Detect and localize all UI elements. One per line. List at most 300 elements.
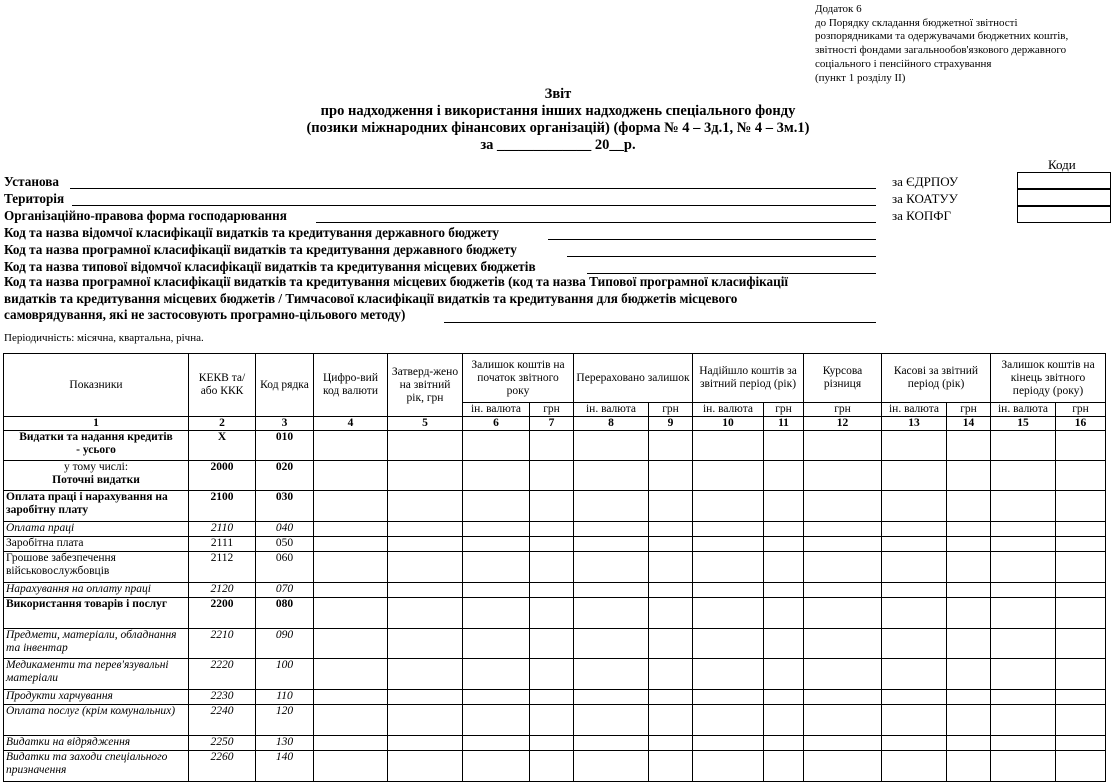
kopfg-label: за КОПФГ bbox=[892, 208, 952, 223]
data-cell[interactable] bbox=[649, 736, 693, 751]
data-cell[interactable] bbox=[764, 552, 804, 583]
row-code: 140 bbox=[256, 751, 314, 782]
header-approved: Затверд-жено на звітний рік, грн bbox=[388, 354, 463, 417]
row-indicator: Грошове забезпечення військовослужбовців bbox=[4, 552, 189, 583]
row-kekv: 2220 bbox=[189, 659, 256, 690]
row-indicator: Оплата праці bbox=[4, 522, 189, 537]
data-cell[interactable] bbox=[693, 583, 764, 598]
row-code: 020 bbox=[256, 461, 314, 491]
data-cell[interactable] bbox=[882, 583, 947, 598]
data-cell[interactable] bbox=[693, 461, 764, 491]
data-cell[interactable] bbox=[804, 736, 882, 751]
data-cell[interactable] bbox=[804, 659, 882, 690]
data-cell[interactable] bbox=[947, 583, 991, 598]
data-cell[interactable] bbox=[1056, 552, 1106, 583]
data-cell[interactable] bbox=[649, 598, 693, 629]
data-cell[interactable] bbox=[388, 431, 463, 461]
data-cell[interactable] bbox=[388, 659, 463, 690]
data-cell[interactable] bbox=[804, 461, 882, 491]
col-number: 10 bbox=[693, 417, 764, 431]
col-number: 6 bbox=[463, 417, 530, 431]
data-cell[interactable] bbox=[991, 690, 1056, 705]
data-cell[interactable] bbox=[804, 552, 882, 583]
data-cell[interactable] bbox=[530, 705, 574, 736]
row-indicator: Видатки на відрядження bbox=[4, 736, 189, 751]
sub-fx: ін. валюта bbox=[574, 403, 649, 417]
row-code: 030 bbox=[256, 491, 314, 522]
header-cash: Касові за звітний період (рік) bbox=[882, 354, 991, 403]
data-cell[interactable] bbox=[649, 552, 693, 583]
data-cell[interactable] bbox=[764, 598, 804, 629]
row-code: 130 bbox=[256, 736, 314, 751]
legal-form-label: Організаційно-правова форма господарювання bbox=[4, 208, 287, 223]
data-cell[interactable] bbox=[764, 736, 804, 751]
data-cell[interactable] bbox=[463, 736, 530, 751]
sub-uah: грн bbox=[1056, 403, 1106, 417]
data-cell[interactable] bbox=[991, 659, 1056, 690]
data-cell[interactable] bbox=[463, 491, 530, 522]
local-program-label-2: видатків та кредитування місцевих бюджетів / Тимчасової класифікації видатків та кредитування для бюджетів місцевого bbox=[4, 291, 738, 306]
row-indicator bbox=[4, 431, 189, 461]
data-cell[interactable] bbox=[314, 690, 388, 705]
table-row bbox=[4, 537, 1106, 552]
table-row bbox=[4, 522, 1106, 537]
data-cell[interactable] bbox=[388, 461, 463, 491]
data-cell[interactable] bbox=[649, 491, 693, 522]
data-cell[interactable] bbox=[764, 659, 804, 690]
row-kekv: 2100 bbox=[189, 491, 256, 522]
row-code: 080 bbox=[256, 598, 314, 629]
row-code: 050 bbox=[256, 537, 314, 552]
data-cell[interactable] bbox=[764, 522, 804, 537]
data-cell[interactable] bbox=[574, 690, 649, 705]
sub-fx: ін. валюта bbox=[991, 403, 1056, 417]
data-cell[interactable] bbox=[804, 705, 882, 736]
data-cell[interactable] bbox=[947, 736, 991, 751]
row-indicator: Оплата послуг (крім комунальних) bbox=[4, 705, 189, 736]
sub-uah: грн bbox=[530, 403, 574, 417]
data-cell[interactable] bbox=[574, 705, 649, 736]
row-kekv: 2111 bbox=[189, 537, 256, 552]
table-row bbox=[4, 705, 1106, 736]
title-line-2: про надходження і використання інших надходжень спеціального фонду bbox=[320, 103, 796, 119]
data-cell[interactable] bbox=[1056, 583, 1106, 598]
data-cell[interactable] bbox=[530, 751, 574, 782]
data-cell[interactable] bbox=[574, 583, 649, 598]
data-cell[interactable] bbox=[882, 491, 947, 522]
data-cell[interactable] bbox=[1056, 537, 1106, 552]
data-cell[interactable] bbox=[991, 705, 1056, 736]
row-code: 100 bbox=[256, 659, 314, 690]
data-cell[interactable] bbox=[649, 537, 693, 552]
title-line-1: Звіт bbox=[544, 86, 572, 102]
data-cell[interactable] bbox=[804, 751, 882, 782]
data-cell[interactable] bbox=[882, 659, 947, 690]
local-program-input[interactable] bbox=[444, 321, 876, 323]
data-cell[interactable] bbox=[804, 537, 882, 552]
data-cell[interactable] bbox=[388, 552, 463, 583]
data-cell[interactable] bbox=[530, 690, 574, 705]
data-cell[interactable] bbox=[693, 659, 764, 690]
row-indicator: Видатки та заходи спеціального призначення bbox=[4, 751, 189, 782]
data-cell[interactable] bbox=[649, 659, 693, 690]
data-cell[interactable] bbox=[882, 431, 947, 461]
row-indicator: Медикаменти та перев'язувальні матеріали bbox=[4, 659, 189, 690]
row-kekv: 2120 bbox=[189, 583, 256, 598]
kopfg-input[interactable] bbox=[1017, 206, 1111, 223]
territory-input[interactable] bbox=[72, 204, 876, 206]
data-cell[interactable] bbox=[530, 736, 574, 751]
data-cell[interactable] bbox=[764, 690, 804, 705]
data-cell[interactable] bbox=[314, 583, 388, 598]
col-number: 14 bbox=[947, 417, 991, 431]
data-cell[interactable] bbox=[574, 598, 649, 629]
row-indicator bbox=[4, 461, 189, 491]
data-cell[interactable] bbox=[388, 491, 463, 522]
data-cell[interactable] bbox=[764, 751, 804, 782]
row-indicator: Продукти харчування bbox=[4, 690, 189, 705]
row-code: 040 bbox=[256, 522, 314, 537]
data-cell[interactable] bbox=[574, 431, 649, 461]
data-cell[interactable] bbox=[804, 598, 882, 629]
institution-label: Установа bbox=[4, 174, 59, 189]
data-cell[interactable] bbox=[882, 690, 947, 705]
row-code: 110 bbox=[256, 690, 314, 705]
data-cell[interactable] bbox=[574, 736, 649, 751]
row-indicator: Оплата праці і нарахування на заробітну плату bbox=[4, 491, 189, 522]
dept-class-input[interactable] bbox=[548, 238, 876, 240]
dept-class-label: Код та назва відомчої класифікації видатків та кредитування державного бюджету bbox=[4, 225, 499, 240]
data-cell[interactable] bbox=[764, 537, 804, 552]
data-cell[interactable] bbox=[463, 751, 530, 782]
data-cell[interactable] bbox=[530, 431, 574, 461]
data-cell[interactable] bbox=[649, 522, 693, 537]
data-cell[interactable] bbox=[882, 552, 947, 583]
appendix-line: до Порядку складання бюджетної звітності bbox=[815, 16, 1018, 29]
row-kekv: 2112 bbox=[189, 552, 256, 583]
title-line-3: (позики міжнародних фінансових організацій) (форма № 4 – 3д.1, № 4 – 3м.1) bbox=[306, 120, 810, 136]
data-cell[interactable] bbox=[530, 552, 574, 583]
data-cell[interactable] bbox=[1056, 461, 1106, 491]
data-cell[interactable] bbox=[991, 736, 1056, 751]
data-cell[interactable] bbox=[649, 461, 693, 491]
data-cell[interactable] bbox=[693, 522, 764, 537]
local-program-label-1: Код та назва програмної класифікації видатків та кредитування місцевих бюджетів (код та назва Типової програмної класифікації bbox=[4, 274, 789, 289]
data-cell[interactable] bbox=[947, 522, 991, 537]
row-kekv: X bbox=[189, 431, 256, 461]
data-cell[interactable] bbox=[574, 491, 649, 522]
data-cell[interactable] bbox=[764, 705, 804, 736]
data-cell[interactable] bbox=[693, 751, 764, 782]
data-cell[interactable] bbox=[314, 461, 388, 491]
data-cell[interactable] bbox=[693, 552, 764, 583]
col-number: 11 bbox=[764, 417, 804, 431]
data-cell[interactable] bbox=[991, 491, 1056, 522]
data-cell[interactable] bbox=[649, 583, 693, 598]
legal-form-input[interactable] bbox=[316, 221, 876, 223]
data-cell[interactable] bbox=[991, 431, 1056, 461]
col-number: 3 bbox=[256, 417, 314, 431]
row-kekv: 2200 bbox=[189, 598, 256, 629]
data-cell[interactable] bbox=[947, 751, 991, 782]
header-row-code: Код рядка bbox=[256, 354, 314, 417]
header-exchange-diff: Курсова різниця bbox=[804, 354, 882, 403]
periodicity-note: Періодичність: місячна, квартальна, річна. bbox=[4, 332, 204, 344]
data-cell[interactable] bbox=[463, 629, 530, 659]
row-kekv: 2240 bbox=[189, 705, 256, 736]
data-cell[interactable] bbox=[991, 461, 1056, 491]
data-cell[interactable] bbox=[764, 461, 804, 491]
data-cell[interactable] bbox=[463, 537, 530, 552]
header-currency-code: Цифро-вий код валюти bbox=[314, 354, 388, 417]
data-cell[interactable] bbox=[991, 583, 1056, 598]
data-cell[interactable] bbox=[991, 629, 1056, 659]
data-cell[interactable] bbox=[947, 629, 991, 659]
data-cell[interactable] bbox=[530, 537, 574, 552]
row-code: 010 bbox=[256, 431, 314, 461]
data-cell[interactable] bbox=[388, 537, 463, 552]
data-cell[interactable] bbox=[314, 751, 388, 782]
data-cell[interactable] bbox=[804, 690, 882, 705]
data-cell[interactable] bbox=[693, 705, 764, 736]
row-indicator: Використання товарів і послуг bbox=[4, 598, 189, 629]
data-cell[interactable] bbox=[1056, 751, 1106, 782]
data-cell[interactable] bbox=[693, 629, 764, 659]
data-cell[interactable] bbox=[882, 736, 947, 751]
col-number: 15 bbox=[991, 417, 1056, 431]
data-cell[interactable] bbox=[530, 461, 574, 491]
row-code: 090 bbox=[256, 629, 314, 659]
report-table bbox=[3, 353, 1106, 782]
data-cell[interactable] bbox=[530, 491, 574, 522]
data-cell[interactable] bbox=[991, 522, 1056, 537]
data-cell[interactable] bbox=[314, 736, 388, 751]
row-indicator: Нарахування на оплату праці bbox=[4, 583, 189, 598]
data-cell[interactable] bbox=[574, 537, 649, 552]
table-row bbox=[4, 659, 1106, 690]
data-cell[interactable] bbox=[693, 736, 764, 751]
data-cell[interactable] bbox=[388, 598, 463, 629]
data-cell[interactable] bbox=[693, 431, 764, 461]
data-cell[interactable] bbox=[463, 431, 530, 461]
koatuu-label: за КОАТУУ bbox=[892, 191, 958, 206]
col-number: 9 bbox=[649, 417, 693, 431]
row-indicator-line: Видатки та надання кредитів bbox=[19, 431, 173, 443]
data-cell[interactable] bbox=[947, 659, 991, 690]
data-cell[interactable] bbox=[388, 751, 463, 782]
data-cell[interactable] bbox=[764, 431, 804, 461]
data-cell[interactable] bbox=[1056, 659, 1106, 690]
data-cell[interactable] bbox=[804, 431, 882, 461]
data-cell[interactable] bbox=[388, 522, 463, 537]
report-title bbox=[0, 86, 1116, 154]
table-row bbox=[4, 736, 1106, 751]
data-cell[interactable] bbox=[1056, 705, 1106, 736]
data-cell[interactable] bbox=[530, 598, 574, 629]
data-cell[interactable] bbox=[388, 583, 463, 598]
data-cell[interactable] bbox=[530, 659, 574, 690]
col-number: 12 bbox=[804, 417, 882, 431]
data-cell[interactable] bbox=[649, 705, 693, 736]
data-cell[interactable] bbox=[314, 705, 388, 736]
data-cell[interactable] bbox=[693, 537, 764, 552]
data-cell[interactable] bbox=[574, 629, 649, 659]
codes-header: Коди bbox=[1048, 157, 1076, 172]
data-cell[interactable] bbox=[764, 491, 804, 522]
data-cell[interactable] bbox=[693, 491, 764, 522]
row-indicator-line: у тому числі: bbox=[63, 461, 129, 473]
data-cell[interactable] bbox=[463, 705, 530, 736]
data-cell[interactable] bbox=[804, 583, 882, 598]
data-cell[interactable] bbox=[649, 431, 693, 461]
data-cell[interactable] bbox=[314, 537, 388, 552]
data-cell[interactable] bbox=[882, 629, 947, 659]
data-cell[interactable] bbox=[314, 431, 388, 461]
col-number: 1 bbox=[4, 417, 189, 431]
row-kekv: 2260 bbox=[189, 751, 256, 782]
data-cell[interactable] bbox=[693, 598, 764, 629]
data-cell[interactable] bbox=[882, 598, 947, 629]
program-class-input[interactable] bbox=[567, 255, 876, 257]
data-cell[interactable] bbox=[804, 522, 882, 537]
data-cell[interactable] bbox=[947, 461, 991, 491]
local-program-label-3: самоврядування, які не застосовують програмно-цільового методу) bbox=[4, 307, 406, 322]
sub-uah: грн bbox=[649, 403, 693, 417]
table-row bbox=[4, 751, 1106, 782]
row-kekv: 2000 bbox=[189, 461, 256, 491]
edrpou-label: за ЄДРПОУ bbox=[892, 174, 959, 189]
header-balance-end: Залишок коштів на кінець звітного періоду (року) bbox=[991, 354, 1106, 403]
data-cell[interactable] bbox=[530, 629, 574, 659]
row-kekv: 2210 bbox=[189, 629, 256, 659]
data-cell[interactable] bbox=[947, 491, 991, 522]
col-number: 16 bbox=[1056, 417, 1106, 431]
edrpou-input[interactable] bbox=[1017, 172, 1111, 189]
data-cell[interactable] bbox=[388, 629, 463, 659]
data-cell[interactable] bbox=[947, 431, 991, 461]
row-indicator-line: - усього bbox=[76, 444, 116, 456]
data-cell[interactable] bbox=[947, 537, 991, 552]
data-cell[interactable] bbox=[314, 629, 388, 659]
data-cell[interactable] bbox=[530, 522, 574, 537]
data-cell[interactable] bbox=[314, 552, 388, 583]
row-code: 070 bbox=[256, 583, 314, 598]
data-cell[interactable] bbox=[314, 659, 388, 690]
data-cell[interactable] bbox=[693, 690, 764, 705]
data-cell[interactable] bbox=[574, 522, 649, 537]
sub-uah: грн bbox=[804, 403, 882, 417]
data-cell[interactable] bbox=[574, 461, 649, 491]
appendix-line: соціального і пенсійного страхування bbox=[815, 57, 992, 70]
table-row bbox=[4, 491, 1106, 522]
data-cell[interactable] bbox=[463, 461, 530, 491]
data-cell[interactable] bbox=[314, 598, 388, 629]
header-transferred: Перераховано залишок bbox=[574, 354, 693, 403]
data-cell[interactable] bbox=[388, 705, 463, 736]
data-cell[interactable] bbox=[882, 537, 947, 552]
institution-input[interactable] bbox=[70, 187, 876, 189]
data-cell[interactable] bbox=[882, 461, 947, 491]
appendix-line: розпорядниками та одержувачами бюджетних коштів, bbox=[815, 30, 1069, 43]
data-cell[interactable] bbox=[991, 552, 1056, 583]
data-cell[interactable] bbox=[314, 522, 388, 537]
row-kekv: 2230 bbox=[189, 690, 256, 705]
data-cell[interactable] bbox=[1056, 491, 1106, 522]
data-cell[interactable] bbox=[991, 537, 1056, 552]
data-cell[interactable] bbox=[882, 522, 947, 537]
koatuu-input[interactable] bbox=[1017, 189, 1111, 206]
sub-fx: ін. валюта bbox=[882, 403, 947, 417]
data-cell[interactable] bbox=[764, 583, 804, 598]
data-cell[interactable] bbox=[1056, 690, 1106, 705]
data-cell[interactable] bbox=[1056, 431, 1106, 461]
data-cell[interactable] bbox=[991, 751, 1056, 782]
data-cell[interactable] bbox=[574, 659, 649, 690]
data-cell[interactable] bbox=[991, 598, 1056, 629]
data-cell[interactable] bbox=[463, 690, 530, 705]
data-cell[interactable] bbox=[649, 629, 693, 659]
data-cell[interactable] bbox=[947, 552, 991, 583]
territory-label: Територія bbox=[4, 191, 65, 206]
data-cell[interactable] bbox=[463, 552, 530, 583]
data-cell[interactable] bbox=[947, 690, 991, 705]
data-cell[interactable] bbox=[1056, 522, 1106, 537]
appendix-line: звітності фондами загальнообов'язкового державного bbox=[815, 44, 1067, 57]
data-cell[interactable] bbox=[649, 751, 693, 782]
data-cell[interactable] bbox=[804, 491, 882, 522]
data-cell[interactable] bbox=[463, 522, 530, 537]
data-cell[interactable] bbox=[463, 598, 530, 629]
data-cell[interactable] bbox=[1056, 736, 1106, 751]
appendix-line: (пункт 1 розділу II) bbox=[815, 71, 906, 84]
row-code: 120 bbox=[256, 705, 314, 736]
table-row bbox=[4, 583, 1106, 598]
program-class-label: Код та назва програмної класифікації видатків та кредитування державного бюджету bbox=[4, 242, 517, 257]
row-kekv: 2110 bbox=[189, 522, 256, 537]
data-cell[interactable] bbox=[1056, 598, 1106, 629]
data-cell[interactable] bbox=[882, 705, 947, 736]
col-number: 5 bbox=[388, 417, 463, 431]
table-row bbox=[4, 598, 1106, 629]
table-row bbox=[4, 552, 1106, 583]
typical-class-label: Код та назва типової відомчої класифікації видатків та кредитування місцевих бюджетів bbox=[4, 259, 536, 274]
row-indicator: Заробітна плата bbox=[4, 537, 189, 552]
data-cell[interactable] bbox=[574, 552, 649, 583]
data-cell[interactable] bbox=[882, 751, 947, 782]
data-cell[interactable] bbox=[1056, 629, 1106, 659]
row-indicator-line: Поточні видатки bbox=[52, 474, 140, 486]
sub-uah: грн bbox=[764, 403, 804, 417]
appendix-note bbox=[815, 3, 1068, 85]
data-cell[interactable] bbox=[947, 705, 991, 736]
data-cell[interactable] bbox=[574, 751, 649, 782]
data-cell[interactable] bbox=[314, 491, 388, 522]
data-cell[interactable] bbox=[804, 629, 882, 659]
header-indicators: Показники bbox=[4, 354, 189, 417]
data-cell[interactable] bbox=[463, 583, 530, 598]
data-cell[interactable] bbox=[388, 736, 463, 751]
data-cell[interactable] bbox=[530, 583, 574, 598]
data-cell[interactable] bbox=[649, 690, 693, 705]
data-cell[interactable] bbox=[947, 598, 991, 629]
table-row bbox=[4, 629, 1106, 659]
table-row bbox=[4, 461, 1106, 491]
data-cell[interactable] bbox=[764, 629, 804, 659]
row-kekv: 2250 bbox=[189, 736, 256, 751]
data-cell[interactable] bbox=[463, 659, 530, 690]
col-number: 13 bbox=[882, 417, 947, 431]
data-cell[interactable] bbox=[388, 690, 463, 705]
